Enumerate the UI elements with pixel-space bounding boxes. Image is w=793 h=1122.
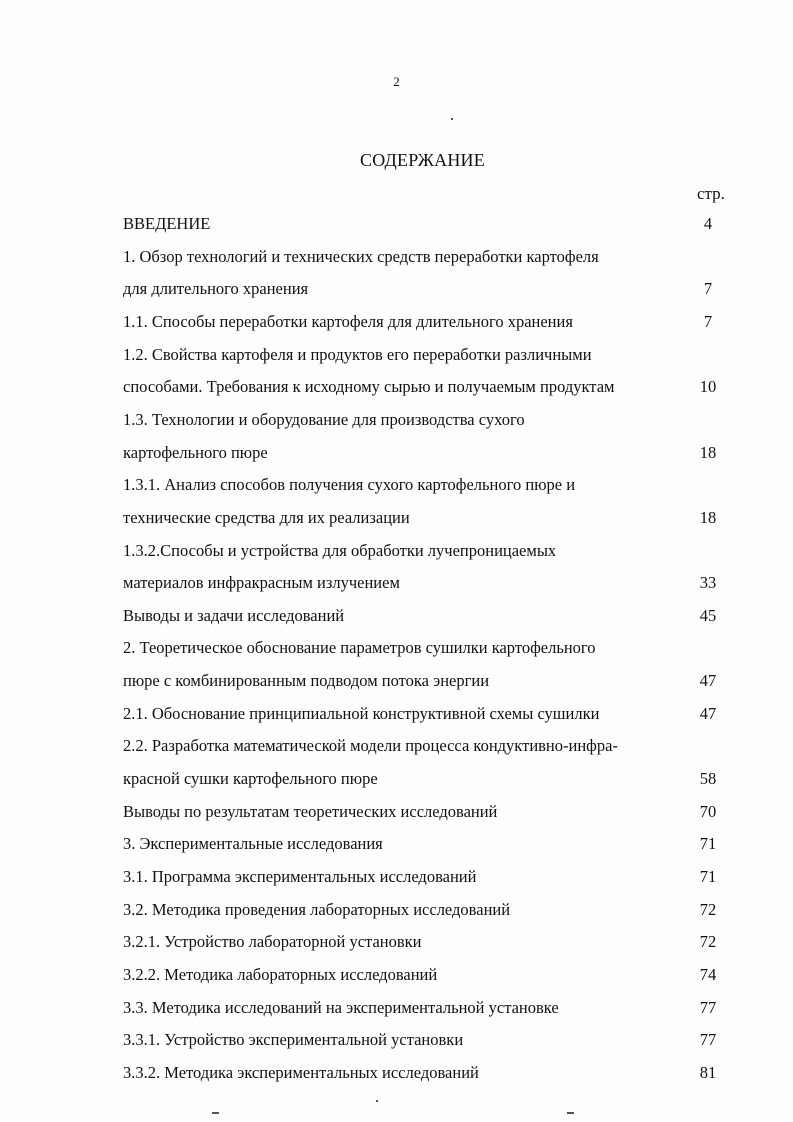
toc-entry-text: 2. Теоретическое обоснование параметров сушилки картофельного bbox=[123, 638, 596, 657]
scan-speck bbox=[212, 1112, 219, 1114]
toc-entry-page: 18 bbox=[699, 443, 717, 462]
toc-line bbox=[123, 702, 723, 726]
toc-line bbox=[123, 767, 723, 791]
toc-entry-page: 33 bbox=[699, 573, 717, 592]
toc-entry-page: 74 bbox=[699, 965, 717, 984]
toc-entry-page: 77 bbox=[699, 1030, 717, 1049]
toc-line bbox=[123, 539, 723, 563]
toc-line bbox=[123, 898, 723, 922]
toc-entry-page: 71 bbox=[699, 867, 717, 886]
toc-line bbox=[123, 832, 723, 856]
toc-entry-page: 7 bbox=[703, 312, 713, 331]
toc-line bbox=[123, 996, 723, 1020]
toc-entry-page: 18 bbox=[699, 508, 717, 527]
page-column-label: стр. bbox=[697, 184, 725, 203]
toc-entry-text: 2.2. Разработка математической модели процесса кондуктивно-инфра- bbox=[123, 736, 618, 755]
toc-entry-text: картофельного пюре bbox=[123, 443, 268, 462]
toc-entry-text: 3.3.2. Методика экспериментальных исследований bbox=[123, 1063, 479, 1082]
toc-line bbox=[123, 310, 723, 334]
scan-speck bbox=[376, 1100, 378, 1102]
toc-entry-page: 4 bbox=[703, 214, 713, 233]
toc-entry-page: 47 bbox=[699, 671, 717, 690]
toc-entry-page: 10 bbox=[699, 377, 717, 396]
toc-entry-page: 77 bbox=[699, 998, 717, 1017]
toc-line bbox=[123, 571, 723, 595]
toc-line bbox=[123, 963, 723, 987]
toc-entry-text: Выводы по результатам теоретических исследований bbox=[123, 802, 498, 821]
toc-entry-text: для длительного хранения bbox=[123, 279, 309, 298]
toc-entry-text: 1.2. Свойства картофеля и продуктов его переработки различными bbox=[123, 345, 592, 364]
toc-entry-text: 2.1. Обоснование принципиальной конструктивной схемы сушилки bbox=[123, 704, 600, 723]
toc-line bbox=[123, 277, 723, 301]
toc-entry-text: пюре с комбинированным подводом потока энергии bbox=[123, 671, 490, 690]
toc-entry-text: 1. Обзор технологий и технических средств переработки картофеля bbox=[123, 247, 599, 266]
toc-entry-text: технические средства для их реализации bbox=[123, 508, 410, 527]
toc-line bbox=[123, 506, 723, 530]
toc-line bbox=[123, 212, 723, 236]
toc-line bbox=[123, 636, 723, 660]
toc-entry-text: 1.3. Технологии и оборудование для производства сухого bbox=[123, 410, 525, 429]
scan-speck bbox=[567, 1112, 574, 1114]
toc-line bbox=[123, 865, 723, 889]
toc-title: СОДЕРЖАНИЕ bbox=[360, 150, 485, 170]
toc-entry-text: 3.3.1. Устройство экспериментальной установки bbox=[123, 1030, 464, 1049]
toc-line bbox=[123, 473, 723, 497]
toc-entry-text: 3. Экспериментальные исследования bbox=[123, 834, 383, 853]
toc-entry-text: способами. Требования к исходному сырью и получаемым продуктам bbox=[123, 377, 615, 396]
toc-entry-text: 1.1. Способы переработки картофеля для длительного хранения bbox=[123, 312, 573, 331]
toc-entry-text: красной сушки картофельного пюре bbox=[123, 769, 378, 788]
toc-entry-page: 72 bbox=[699, 932, 717, 951]
toc-entry-text: 3.2. Методика проведения лабораторных исследований bbox=[123, 900, 511, 919]
toc-entry-text: 3.2.1. Устройство лабораторной установки bbox=[123, 932, 422, 951]
toc-entry-text: 3.3. Методика исследований на экспериментальной установке bbox=[123, 998, 559, 1017]
toc-line bbox=[123, 343, 723, 367]
toc-entry-page: 58 bbox=[699, 769, 717, 788]
toc-line bbox=[123, 669, 723, 693]
toc-line bbox=[123, 1028, 723, 1052]
page-number: 2 bbox=[393, 74, 400, 89]
toc-entry-page: 45 bbox=[699, 606, 717, 625]
toc-entry-text: 3.1. Программа экспериментальных исследований bbox=[123, 867, 477, 886]
toc-entry-page: 7 bbox=[703, 279, 713, 298]
toc-entry-page: 72 bbox=[699, 900, 717, 919]
toc-entry-page: 81 bbox=[699, 1063, 717, 1082]
toc-line bbox=[123, 245, 723, 269]
toc-line bbox=[123, 441, 723, 465]
toc-line bbox=[123, 800, 723, 824]
toc-line bbox=[123, 1061, 723, 1085]
toc-entry-text: 3.2.2. Методика лабораторных исследований bbox=[123, 965, 438, 984]
toc-entry-text: 1.3.2.Способы и устройства для обработки лучепроницаемых bbox=[123, 541, 557, 560]
scan-speck bbox=[451, 118, 453, 120]
toc-entry-text: ВВЕДЕНИЕ bbox=[123, 214, 211, 233]
toc-entry-text: 1.3.1. Анализ способов получения сухого картофельного пюре и bbox=[123, 475, 576, 494]
toc-entry-page: 47 bbox=[699, 704, 717, 723]
toc-line bbox=[123, 734, 723, 758]
toc-line bbox=[123, 930, 723, 954]
toc-entry-text: Выводы и задачи исследований bbox=[123, 606, 345, 625]
toc-line bbox=[123, 604, 723, 628]
toc-entry-page: 71 bbox=[699, 834, 717, 853]
toc-line bbox=[123, 375, 723, 399]
toc-entry-page: 70 bbox=[699, 802, 717, 821]
toc-line bbox=[123, 408, 723, 432]
toc-entry-text: материалов инфракрасным излучением bbox=[123, 573, 400, 592]
